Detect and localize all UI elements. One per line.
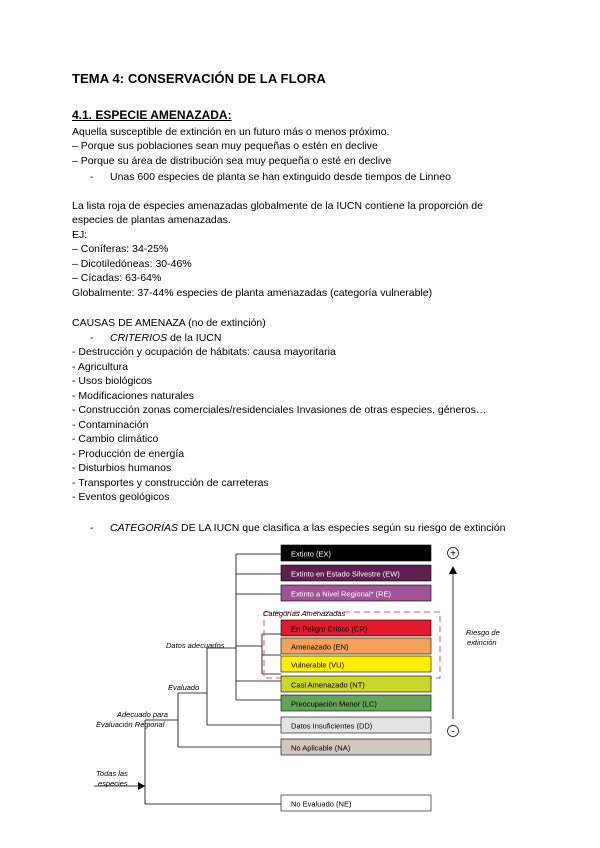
adecuado-label: Adecuado para xyxy=(117,710,168,719)
box-ex-label: Extinto (EX) xyxy=(291,549,332,559)
definition-text: Aquella susceptible de extinción en un futuro más o menos próximo. xyxy=(72,126,390,138)
criteria-rest: de la IUCN xyxy=(167,332,222,344)
box-vu-label: Vulnerable (VU) xyxy=(291,660,345,670)
cause-item: - Modificaciones naturales xyxy=(72,390,194,402)
minus-sign: - xyxy=(451,726,455,738)
cause-item: - Agricultura xyxy=(72,361,129,373)
section-heading: 4.1. ESPECIE AMENAZADA: xyxy=(72,108,232,122)
adecuado-label-2: Evaluación Regional xyxy=(96,720,165,729)
box-nt-label: Casi Amenazado (NT) xyxy=(291,680,365,690)
category-boxes xyxy=(281,545,431,811)
page-title: TEMA 4: CONSERVACIÓN DE LA FLORA xyxy=(72,71,326,86)
cause-item: - Transportes y construcción de carreteras xyxy=(72,477,269,489)
box-ew-label: Extinto en Estado Silvestre (EW) xyxy=(291,569,400,579)
reason-line: – Porque su área de distribución sea muy pequeña o esté en declive xyxy=(72,155,392,167)
dash-bullet: - xyxy=(90,522,94,534)
plus-sign: + xyxy=(450,548,456,560)
tree-lines xyxy=(94,554,281,804)
global-line: Globalmente: 37-44% especies de planta amenazadas (categoría vulnerable) xyxy=(72,287,433,299)
cause-item: - Destrucción y ocupación de hábitats: causa mayoritaria xyxy=(72,346,336,358)
example-line: – Cícadas: 63-64% xyxy=(72,272,162,284)
threatened-label: Categorías Amenazadas xyxy=(263,609,346,618)
box-lc-label: Preocupación Menor (LC) xyxy=(291,699,377,709)
criteria-line xyxy=(90,331,221,345)
causes-heading: CAUSAS DE AMENAZA (no de extinción) xyxy=(72,317,266,329)
cause-item: - Producción de energía xyxy=(72,448,185,460)
cause-item: - Disturbios humanos xyxy=(72,462,172,474)
riesgo-label: Riesgo de xyxy=(466,628,500,637)
categories-italic: CATEGORÍAS xyxy=(110,522,179,534)
box-cr-label: En Peligro Crítico (CR) xyxy=(291,624,368,634)
datos-adecuados-label: Datos adecuados xyxy=(166,641,225,650)
cause-item: - Construcción zonas comerciales/residenciales Invasiones de otras especies, géneros… xyxy=(72,404,487,416)
iucn-intro-line: especies de plantas amenazadas. xyxy=(72,214,231,226)
criteria-italic: CRITERIOS xyxy=(110,332,168,344)
evaluado-label: Evaluado xyxy=(168,683,200,692)
box-ne-label: No Evaluado (NE) xyxy=(291,799,352,809)
categories-line xyxy=(90,521,506,535)
cause-item: - Cambio climático xyxy=(72,433,159,445)
dash-bullet: - xyxy=(90,332,94,344)
sub-note xyxy=(90,170,451,184)
iucn-categories-diagram xyxy=(0,540,600,820)
cause-item: - Usos biológicos xyxy=(72,375,152,387)
box-dd-label: Datos Insuficientes (DD) xyxy=(291,721,373,731)
example-line: – Dicotiledóneas: 30-46% xyxy=(72,258,192,270)
ej-label: EJ: xyxy=(72,229,88,241)
sub-note-text: Unas 600 especies de planta se han extinguido desde tiempos de Linneo xyxy=(110,171,451,183)
reason-line: – Porque sus poblaciones sean muy pequeñas o estén en declive xyxy=(72,140,378,152)
todas-label-2: especies xyxy=(98,779,128,788)
box-re-label: Extinto a Nivel Regional* (RE) xyxy=(291,589,392,599)
riesgo-label-2: extinción xyxy=(467,638,497,647)
example-line: – Coníferas: 34-25% xyxy=(72,243,169,255)
risk-arrow-head xyxy=(449,566,457,574)
arrow-head xyxy=(138,782,145,790)
cause-item: - Eventos geológicos xyxy=(72,491,170,503)
todas-label: Todas las xyxy=(96,769,128,778)
cause-item: - Contaminación xyxy=(72,419,149,431)
categories-rest: DE LA IUCN que clasifica a las especies según su riesgo de extinción xyxy=(178,522,506,534)
dash-bullet: - xyxy=(90,171,94,183)
box-en-label: Amenazado (EN) xyxy=(291,642,349,652)
box-na-label: No Aplicable (NA) xyxy=(291,743,351,753)
iucn-intro-line: La lista roja de especies amenazadas globalmente de la IUCN contiene la proporción de xyxy=(72,200,483,212)
